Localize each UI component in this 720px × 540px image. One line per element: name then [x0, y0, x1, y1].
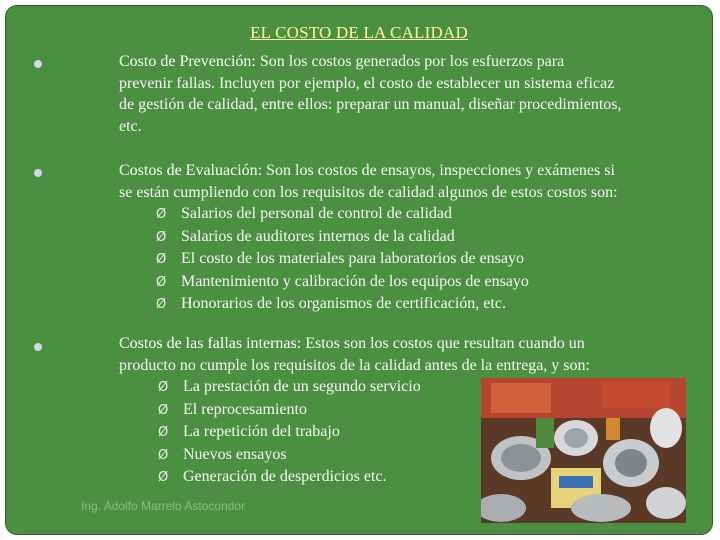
list-item: Ø El costo de los materiales para laboratorios de ensayo: [156, 248, 529, 271]
section-text: producto no cumple los requisitos de la calidad antes de la entrega, y son:: [119, 356, 590, 374]
section-text: se están cumpliendo con los requisitos de calidad algunos de estos costos son:: [119, 183, 618, 201]
arrow-bullet-icon: Ø: [158, 447, 169, 463]
list-item: Ø El reprocesamiento: [158, 399, 421, 422]
section-text: Son los costos de ensayos, inspecciones y exámenes si: [262, 162, 615, 179]
list-item: Ø La repetición del trabajo: [158, 421, 421, 444]
list-item: Ø Nuevos ensayos: [158, 444, 421, 467]
list-item: Ø La prestación de un segundo servicio: [158, 376, 421, 399]
section-keyword: Costos de Evaluación:: [119, 162, 263, 179]
arrow-bullet-icon: Ø: [156, 252, 167, 267]
section-keyword: Costo de Prevención:: [119, 53, 256, 70]
arrow-bullet-icon: Ø: [156, 207, 167, 222]
arrow-bullet-icon: Ø: [158, 470, 169, 485]
section-text: Estos son los costos que resultan cuando un: [301, 335, 585, 352]
bullet-icon: [34, 343, 42, 351]
list-fallas-internas: [158, 376, 421, 489]
arrow-bullet-icon: Ø: [156, 297, 167, 312]
section-text: de gestión de calidad, entre ellos: preparar un manual, diseñar procedimientos,: [119, 96, 622, 113]
arrow-bullet-icon: Ø: [158, 425, 169, 440]
footer-author: Ing. Adolfo Marrelo Astocondor: [81, 499, 246, 513]
list-item: Ø Salarios del personal de control de calidad: [156, 203, 529, 226]
list-item: Ø Generación de desperdicios etc.: [158, 466, 421, 489]
list-evaluacion: [156, 203, 529, 316]
section-evaluacion: [119, 160, 694, 203]
section-text: prevenir fallas. Incluyen por ejemplo, el costo de establecer un sistema eficaz: [119, 74, 615, 92]
section-keyword: Costos de las fallas internas:: [119, 335, 302, 352]
slide-title: EL COSTO DE LA CALIDAD: [250, 23, 468, 42]
section-prevencion: [119, 51, 694, 137]
section-text: Son los costos generados por los esfuerzos para: [255, 53, 565, 70]
arrow-bullet-icon: Ø: [156, 274, 167, 290]
bullet-icon: [34, 60, 42, 68]
section-text: etc.: [119, 117, 142, 135]
section-fallas-internas: [119, 333, 694, 376]
waste-cans-icon: [481, 378, 686, 523]
list-item: Ø Salarios de auditores internos de la calidad: [156, 226, 529, 249]
list-item: Ø Mantenimiento y calibración de los equipos de ensayo: [156, 271, 529, 294]
slide: [5, 5, 713, 535]
arrow-bullet-icon: Ø: [158, 402, 169, 418]
arrow-bullet-icon: Ø: [156, 229, 167, 245]
list-item: Ø Honorarios de los organismos de certificación, etc.: [156, 293, 529, 316]
arrow-bullet-icon: Ø: [158, 380, 169, 395]
bullet-icon: [34, 169, 42, 177]
waste-cans-photo: [481, 378, 686, 523]
